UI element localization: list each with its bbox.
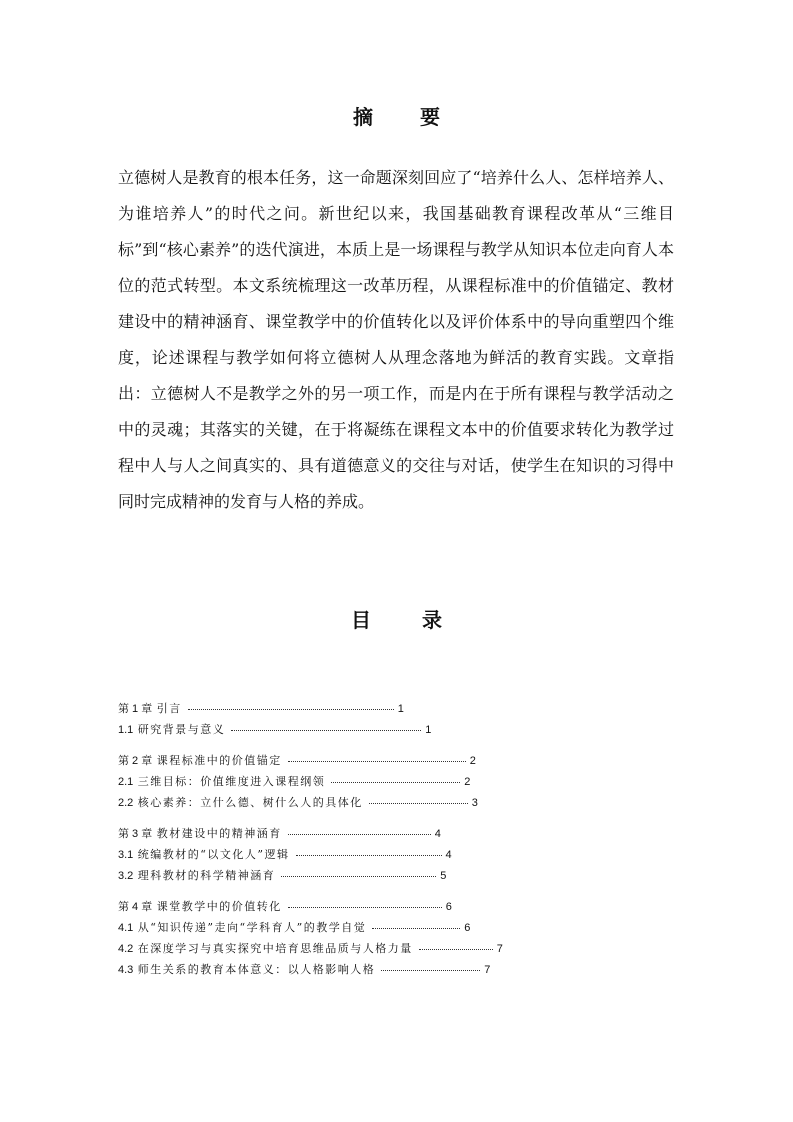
toc-entry-title: 研究背景与意义	[137, 723, 226, 736]
toc-entry-title: 引言	[156, 702, 182, 715]
toc-page-number: 5	[440, 870, 447, 882]
toc-page-number: 4	[434, 828, 441, 840]
toc-title: 目 录	[351, 608, 464, 632]
toc-page-number: 1	[425, 724, 432, 736]
toc-entry-number: 4.1	[118, 922, 134, 934]
table-of-contents	[118, 698, 678, 990]
abstract-body: 立德树人是教育的根本任务，这一命题深刻回应了“培养什么人、怎样培养人、为谁培养人”的时代之问。新世纪以来，我国基础教育课程改革从“三维目标”到“核心素养”的迭代演进，本质上是一场课程与教学从知识本位走向育人本位的范式转型。本文系统梳理这一改革历程，从课程标准中的价值锚定、教材建设中的精神涵育、课堂教学中的价值转化以及评价体系中的导向重塑四个维度，论述课程与教学如何将立德树人从理念落地为鲜活的教育实践。文章指出：立德树人不是教学之外的另一项工作，而是内在于所有课程与教学活动之中的灵魂；其落实的关键，在于将凝练在课程文本中的价值要求转化为教学过程中人与人之间真实的、具有道德意义的交往与对话，使学生在知识的习得中同时完成精神的发育与人格的养成。	[118, 168, 674, 511]
toc-entry[interactable]	[118, 917, 678, 938]
toc-page-number: 3	[471, 797, 478, 809]
toc-entry[interactable]	[118, 750, 678, 771]
toc-entry[interactable]	[118, 792, 678, 813]
toc-entry-title: 从“知识传递”走向“学科育人”的教学自觉	[137, 921, 367, 934]
toc-dot-leader	[281, 875, 436, 877]
toc-group	[118, 750, 678, 813]
toc-page-number: 6	[464, 922, 471, 934]
toc-entry-number: 3.1	[118, 849, 134, 861]
toc-entry-number: 第 3 章	[118, 828, 153, 840]
toc-entry-number: 2.1	[118, 776, 134, 788]
toc-entry-number: 4.3	[118, 964, 134, 976]
toc-group	[118, 823, 678, 886]
toc-dot-leader	[296, 854, 442, 856]
toc-page-number: 2	[464, 776, 471, 788]
toc-entry-title: 三维目标：价值维度进入课程纲领	[137, 775, 326, 788]
toc-entry[interactable]	[118, 959, 678, 980]
toc-entry-title: 课程标准中的价值锚定	[156, 754, 282, 767]
toc-dot-leader	[369, 802, 468, 804]
toc-entry[interactable]	[118, 844, 678, 865]
toc-entry-title: 理科教材的科学精神涵育	[137, 869, 276, 882]
toc-dot-leader	[288, 760, 466, 762]
toc-entry-title: 核心素养：立什么德、树什么人的具体化	[137, 796, 363, 809]
toc-entry-number: 1.1	[118, 724, 134, 736]
toc-page-number: 7	[496, 943, 503, 955]
toc-dot-leader	[231, 729, 421, 731]
toc-entry-number: 第 1 章	[118, 703, 153, 715]
toc-dot-leader	[188, 708, 394, 710]
toc-entry-title: 师生关系的教育本体意义：以人格影响人格	[137, 963, 376, 976]
toc-entry[interactable]	[118, 698, 678, 719]
abstract-title: 摘 要	[353, 105, 460, 129]
toc-entry-title: 在深度学习与真实探究中培育思维品质与人格力量	[137, 942, 413, 955]
toc-group	[118, 698, 678, 740]
toc-page-number: 4	[445, 849, 452, 861]
toc-entry-number: 第 4 章	[118, 901, 153, 913]
toc-entry[interactable]	[118, 823, 678, 844]
toc-entry-number: 3.2	[118, 870, 134, 882]
toc-dot-leader	[381, 969, 480, 971]
toc-entry[interactable]	[118, 896, 678, 917]
toc-page-number: 1	[397, 703, 404, 715]
toc-entry-title: 教材建设中的精神涵育	[156, 827, 282, 840]
toc-dot-leader	[288, 906, 442, 908]
toc-dot-leader	[331, 781, 460, 783]
toc-entry-title: 统编教材的“以文化人”逻辑	[137, 848, 290, 861]
toc-page-number: 7	[484, 964, 491, 976]
toc-entry-number: 2.2	[118, 797, 134, 809]
toc-entry-number: 第 2 章	[118, 755, 153, 767]
toc-dot-leader	[419, 948, 493, 950]
toc-entry-number: 4.2	[118, 943, 134, 955]
toc-dot-leader	[372, 927, 460, 929]
toc-group	[118, 896, 678, 980]
toc-dot-leader	[288, 833, 431, 835]
toc-page-number: 2	[469, 755, 476, 767]
toc-entry-title: 课堂教学中的价值转化	[156, 900, 282, 913]
toc-page-number: 6	[445, 901, 452, 913]
toc-entry[interactable]	[118, 719, 678, 740]
toc-entry[interactable]	[118, 938, 678, 959]
toc-entry[interactable]	[118, 865, 678, 886]
toc-entry[interactable]	[118, 771, 678, 792]
